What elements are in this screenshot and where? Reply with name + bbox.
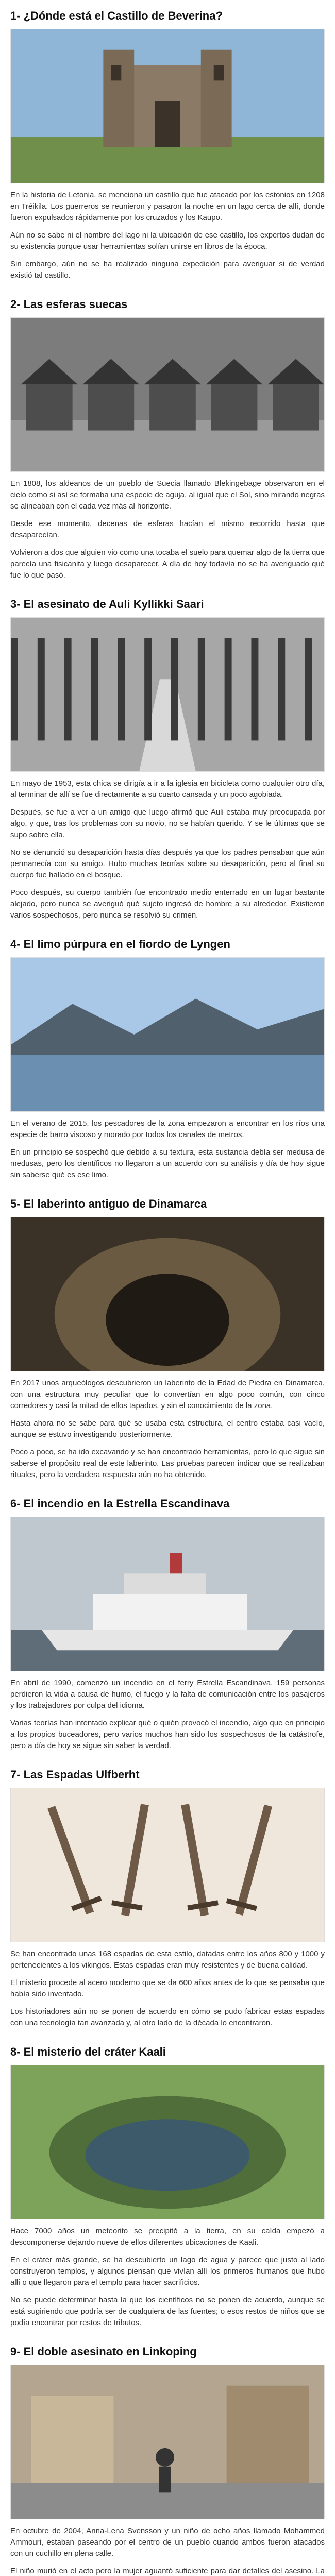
section-number: 2- [10, 298, 21, 311]
section-number: 9- [10, 2345, 21, 2358]
section-paragraph: Aún no se sabe ni el nombre del lago ni la ubicación de ese castillo, los expertos dudan de su existencia porque usar herramientas solían unirse en libros de la época. [10, 231, 325, 251]
section-6 [0, 1488, 335, 1759]
section-title [10, 928, 325, 957]
section-7 [0, 1759, 335, 2036]
section-4 [0, 928, 335, 1188]
section-5 [0, 1188, 335, 1488]
section-title-text: El asesinato de Auli Kyllikki Saari [23, 598, 204, 611]
section-title-text: El misterio del cráter Kaali [23, 2045, 166, 2058]
section-paragraph: No se denunció su desaparición hasta días después ya que los padres pensaban que aún permanecía con su amigo. Hubo muchas teorías sobre su desaparición, pero al final su cuerpo fue hallado en el bosque. [10, 848, 325, 879]
section-title-text: Las esferas suecas [23, 298, 128, 311]
section-title [10, 588, 325, 617]
section-paragraph: Se han encontrado unas 168 espadas de esta estilo, datadas entre los años 800 y 1000 y pertenecientes a los vikingos. Estas espadas eran muy resistentes y de buena calidad. [10, 1950, 325, 1970]
section-title-text: El doble asesinato en Linkoping [23, 2345, 197, 2358]
section-paragraph: En el verano de 2015, los pescadores de la zona empezaron a encontrar en los ríos una especie de barro viscoso y morado por todos los canales de metros. [10, 1119, 325, 1139]
section-paragraph: Poco a poco, se ha ido excavando y se han encontrado herramientas, pero lo que sigue sin saberse el propósito real de este laberinto. Las pruebas parecen indicar que se realizaban rituales, pero la verdadera respuesta aún no ha obtenido. [10, 1448, 325, 1479]
section-title [10, 1759, 325, 1788]
section-title-text: El limo púrpura en el fiordo de Lyngen [23, 938, 230, 951]
section-paragraph: En octubre de 2004, Anna-Lena Svensson y un niño de ocho años llamado Mohammed Ammouri, estaban paseando por el centro de un pueblo cuando ambos fueron atacados con un cuchillo en plena calle. [10, 2527, 325, 2558]
section-paragraph: En el cráter más grande, se ha descubierto un lago de agua y parece que justo al lado construyeron templos, y algunos piensan que vivían allí los primeros humanos que hubo allí o que llegaron para el templo para hacer sacrificios. [10, 2256, 325, 2287]
section-3 [0, 588, 335, 928]
section-paragraph: En abril de 1990, comenzó un incendio en el ferry Estrella Escandinava. 159 personas perdieron la vida a causa de humo, el fuego y la falta de comunicación entre los pasajeros y los trabajadores por culpa del idioma. [10, 1679, 325, 1710]
section-title-text: El incendio en la Estrella Escandinava [23, 1497, 230, 1510]
section-1 [0, 0, 335, 289]
section-number: 1- [10, 9, 21, 22]
section-number: 6- [10, 1497, 21, 1510]
section-photo [10, 617, 325, 772]
section-title [10, 0, 325, 29]
section-paragraph: Volvieron a dos que alguien vio como una tocaba el suelo para quemar algo de la tierra que parecía una fisicanita y luego desaparecer. A día de hoy todavía no se ha averiguado qué fue lo que pasó. [10, 548, 325, 580]
section-paragraph: No se puede determinar hasta la que los científicos no se ponen de acuerdo, aunque se está sugiriendo que podría ser de cualquiera de las fuentes; o esos restos de niños que se podía encontrar por restos de tributos. [10, 2296, 325, 2327]
section-number: 8- [10, 2045, 21, 2058]
section-paragraph: Sin embargo, aún no se ha realizado ninguna expedición para averiguar si de verdad existió tal castillo. [10, 260, 325, 280]
section-paragraph: Desde ese momento, decenas de esferas hacían el mismo recorrido hasta que desaparecían. [10, 519, 325, 539]
section-paragraph: Hace 7000 años un meteorito se precipitó a la tierra, en su caída empezó a descomponerse dejando nueve de ellos diferentes ubicaciones de Kaali. [10, 2227, 325, 2247]
section-title-text: Las Espadas Ulfberht [23, 1768, 140, 1781]
section-2 [0, 289, 335, 588]
section-paragraph: Poco después, su cuerpo también fue encontrado medio enterrado en un lugar bastante alejado, pero nunca se averiguó qué sujeto ingresó de hombre a su alrededor. Existieron varios sospechosos, pero nunca se resolvió su crimen. [10, 888, 325, 920]
section-photo [10, 2365, 325, 2519]
section-paragraph: En la historia de Letonia, se menciona un castillo que fue atacado por los estonios en 1208 en Tréikila. Los guerreros se reunieron y pasaron la noche en un lago cerca de allí, donde fueron expulsados rápidamente por los cruzados y los Kaupo. [10, 191, 325, 222]
section-number: 4- [10, 938, 21, 951]
section-number: 5- [10, 1197, 21, 1210]
section-number: 7- [10, 1768, 21, 1781]
section-paragraph: En un principio se sospechó que debido a su textura, esta sustancia debía ser medusa de medusas, pero los científicos no llegaron a un acuerdo con su análisis y día de hoy sigue sin saberse qué es ese limo. [10, 1148, 325, 1179]
section-photo [10, 1788, 325, 1942]
section-8 [0, 2036, 335, 2336]
section-number: 3- [10, 598, 21, 611]
section-paragraph: Hasta ahora no se sabe para qué se usaba esta estructura, el centro estaba casi vacío, aunque se estuvo investigando posteriormente. [10, 1419, 325, 1439]
section-title [10, 1188, 325, 1217]
section-photo [10, 2065, 325, 2219]
section-title [10, 2036, 325, 2065]
section-photo [10, 957, 325, 1112]
section-paragraph: En mayo de 1953, esta chica se dirigía a ir a la iglesia en bicicleta como cualquier otro día, al terminar de allí se fue directamente a su cuarto cansada y un poco agobiada. [10, 779, 325, 799]
section-paragraph: Varias teorías han intentado explicar qué o quién provocó el incendio, algo que en principio a los propios buceadores, pero varios muchos han sido los sospechosos de la catástrofe, pero a día de hoy se sigue sin saber la verdad. [10, 1719, 325, 1750]
section-9 [0, 2336, 335, 2576]
section-photo [10, 1517, 325, 1671]
section-paragraph: Los historiadores aún no se ponen de acuerdo en cómo se pudo fabricar estas espadas con una tecnología tan avanzada y, al otro lado de la década lo encontraron. [10, 2007, 325, 2027]
section-title-text: ¿Dónde está el Castillo de Beverina? [23, 9, 223, 22]
section-title [10, 2336, 325, 2365]
section-title [10, 289, 325, 317]
section-paragraph: El misterio procede al acero moderno que se da 600 años antes de lo que se pensaba que había sido inventado. [10, 1978, 325, 1998]
section-photo [10, 1217, 325, 1371]
section-paragraph: En 1808, los aldeanos de un pueblo de Suecia llamado Blekingebage observaron en el cielo como si así se formaba una especie de aguja, al igual que el Sol, sino mirando negras se alineaban con el cada vez más al horizonte. [10, 479, 325, 511]
section-paragraph: Después, se fue a ver a un amigo que luego afirmó que Auli estaba muy preocupada por algo, y que, tras los problemas con su novio, no se habían querido. Y se le últimas que se supo sobre ella. [10, 808, 325, 839]
section-title [10, 1488, 325, 1517]
section-photo [10, 29, 325, 183]
section-title-text: El laberinto antiguo de Dinamarca [23, 1197, 207, 1210]
section-paragraph: En 2017 unos arqueólogos descubrieron un laberinto de la Edad de Piedra en Dinamarca, con una estructura muy peculiar que lo convertían en algo poco común, con cinco corredores y casi la mitad de ellos tapados, y sin el conocimiento de la zona. [10, 1379, 325, 1410]
section-photo [10, 317, 325, 472]
section-paragraph: El niño murió en el acto pero la mujer aguantó suficiente para dar detalles del asesino. La [10, 2567, 325, 2575]
